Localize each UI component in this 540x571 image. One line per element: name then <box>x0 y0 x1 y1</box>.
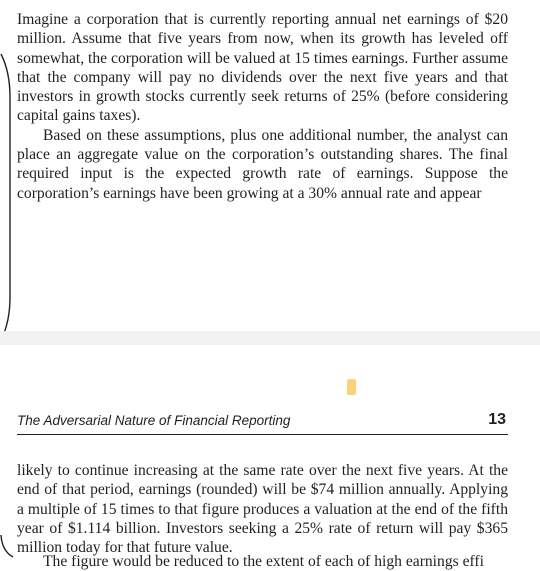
page-number: 13 <box>488 411 506 428</box>
running-title: The Adversarial Nature of Financial Reporting <box>17 413 291 428</box>
page-separator <box>0 331 540 345</box>
page-top-text <box>17 10 508 203</box>
header-rule <box>17 434 508 435</box>
cut-off-text-line <box>17 543 508 570</box>
margin-bracket-mark <box>0 52 12 342</box>
paragraph-analyst-assumptions: Based on these assumptions, plus one additional number, the analyst can place an aggregate value on the corporation’s outstanding shares. The final required input is the expected growth rate of earnings. Suppose the corporation’s earnings have been growing at a 30% annual rate and appear <box>17 126 508 202</box>
paragraph-corporation-earnings: Imagine a corporation that is currently reporting annual net earnings of $20 million. Assume that five years from now, when its growth has leveled off somewhat, the corporation will be valued at 15 times earnings. Further assume that the company will pay no dividends over the next five years and that investors in growth stocks currently seek returns of 25% (before considering capital gains taxes). <box>17 11 508 125</box>
paragraph-valuation-result: likely to continue increasing at the same rate over the next five years. At the end of that period, earnings (rounded) will be $74 million annually. Applying a multiple of 15 times to that figure produces a valuation at the end of the fifth year of $1.114 billion. Investors seeking a 25% rate of return will pay $365 million today for that future value. <box>17 462 508 557</box>
cut-off-line-text: The figure would be reduced to the extent of each of high earnings effi <box>43 553 484 570</box>
running-header <box>17 411 508 431</box>
margin-bracket-mark-lower <box>0 535 14 560</box>
sticky-note-flag <box>347 379 356 395</box>
page-bottom <box>0 345 540 570</box>
